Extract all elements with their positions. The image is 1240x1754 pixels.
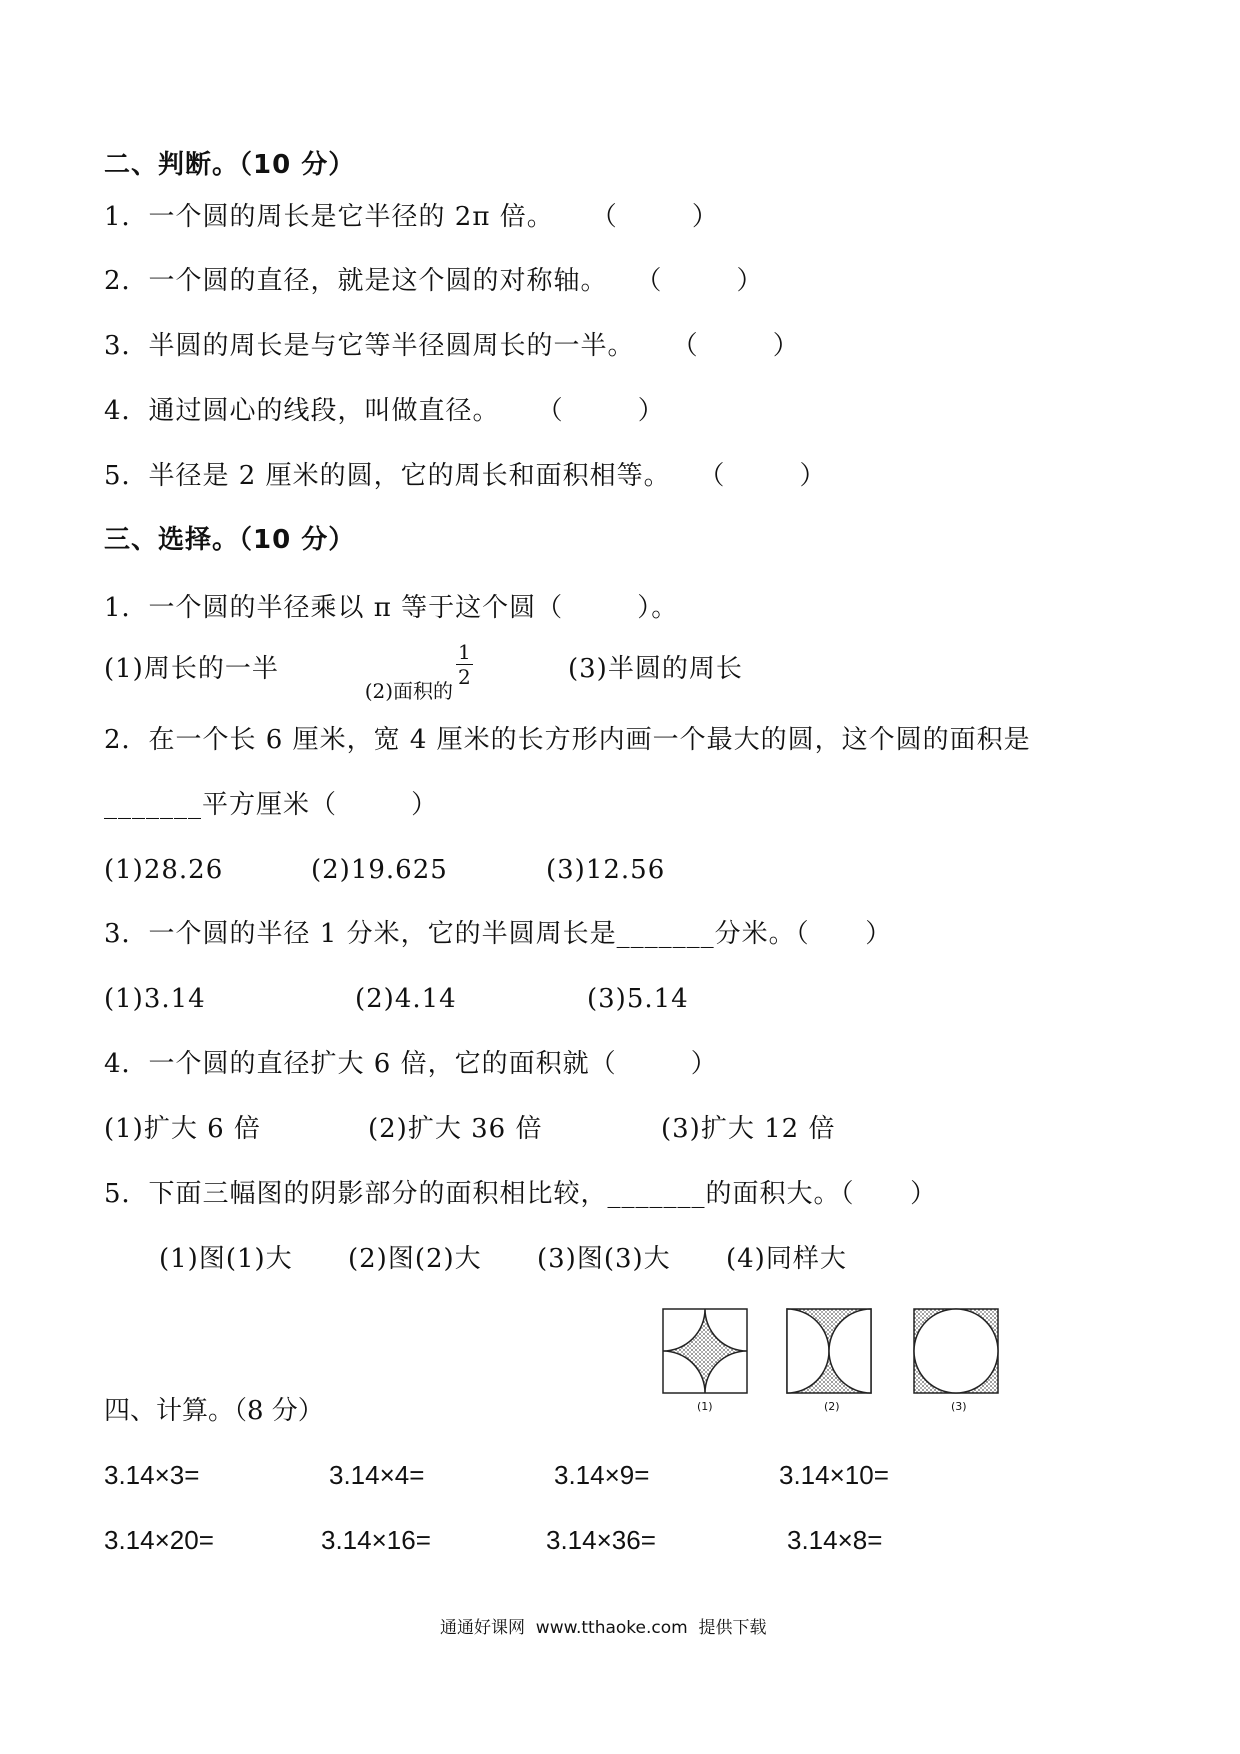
choice-q1: 1．一个圆的半径乘以 π 等于这个圆（ ）。 [104, 593, 679, 623]
choice-q2-line2: _______平方厘米（ ） [104, 790, 439, 820]
calc-item: 3.14×3= [104, 1460, 200, 1490]
judge-item-2: 2．一个圆的直径，就是这个圆的对称轴。 （ ） [104, 266, 764, 296]
choice-q4-option-2: (2)扩大 36 倍 [368, 1114, 543, 1144]
choice-q1-option-2-label: (2)面积的 [364, 679, 454, 703]
calc-item: 3.14×4= [329, 1460, 425, 1490]
calc-item: 3.14×16= [321, 1525, 431, 1555]
choice-q5-option-3: (3)图(3)大 [537, 1244, 671, 1274]
choice-q2-option-2: (2)19.625 [311, 855, 448, 885]
calc-item: 3.14×10= [779, 1460, 889, 1490]
figure-1 [663, 1309, 747, 1393]
section3-heading: 三、选择。（10 分） [104, 525, 356, 555]
figure-3-caption: (3) [951, 1400, 967, 1413]
section4-heading: 四、计算。（8 分） [104, 1396, 324, 1426]
choice-q5: 5．下面三幅图的阴影部分的面积相比较，_______的面积大。（ ） [104, 1179, 938, 1209]
choice-q5-option-4: (4)同样大 [726, 1244, 847, 1274]
choice-q5-option-1: (1)图(1)大 [159, 1244, 293, 1274]
choice-q1-option-3: (3)半圆的周长 [568, 654, 743, 684]
figure-2 [787, 1309, 871, 1393]
calc-item: 3.14×36= [546, 1525, 656, 1555]
fraction-denominator: 2 [458, 665, 471, 689]
choice-q4-option-1: (1)扩大 6 倍 [104, 1114, 261, 1144]
fraction-one-half [456, 642, 473, 687]
judge-item-3: 3．半圆的周长是与它等半径圆周长的一半。 （ ） [104, 331, 800, 361]
choice-q2-option-1: (1)28.26 [104, 855, 224, 885]
fraction-numerator: 1 [458, 640, 471, 664]
footer-credit: 通通好课网 www.tthaoke.com 提供下载 [440, 1618, 767, 1638]
choice-q4-option-3: (3)扩大 12 倍 [661, 1114, 836, 1144]
judge-item-5: 5．半径是 2 厘米的圆，它的周长和面积相等。 （ ） [104, 461, 827, 491]
choice-q2-option-3: (3)12.56 [546, 855, 666, 885]
choice-q2-line1: 2．在一个长 6 厘米，宽 4 厘米的长方形内画一个最大的圆，这个圆的面积是 [104, 725, 1031, 755]
choice-q3-option-1: (1)3.14 [104, 984, 206, 1014]
figure-3 [914, 1309, 998, 1393]
choice-q3-option-2: (2)4.14 [355, 984, 457, 1014]
choice-q1-option-1: (1)周长的一半 [104, 654, 279, 684]
calc-item: 3.14×9= [554, 1460, 650, 1490]
choice-q3-option-3: (3)5.14 [587, 984, 689, 1014]
figure-2-caption: (2) [824, 1400, 840, 1413]
figure-1-caption: (1) [697, 1400, 713, 1413]
judge-item-4: 4．通过圆心的线段，叫做直径。 （ ） [104, 396, 665, 426]
choice-q1-option-2 [352, 661, 453, 701]
choice-q5-option-2: (2)图(2)大 [348, 1244, 482, 1274]
calc-item: 3.14×20= [104, 1525, 214, 1555]
judge-item-1: 1．一个圆的周长是它半径的 2π 倍。 （ ） [104, 202, 719, 232]
section2-heading: 二、判断。（10 分） [104, 150, 356, 180]
calc-item: 3.14×8= [787, 1525, 883, 1555]
choice-q3: 3．一个圆的半径 1 分米，它的半圆周长是_______分米。（ ） [104, 919, 893, 949]
choice-q4: 4．一个圆的直径扩大 6 倍，它的面积就（ ） [104, 1049, 718, 1079]
